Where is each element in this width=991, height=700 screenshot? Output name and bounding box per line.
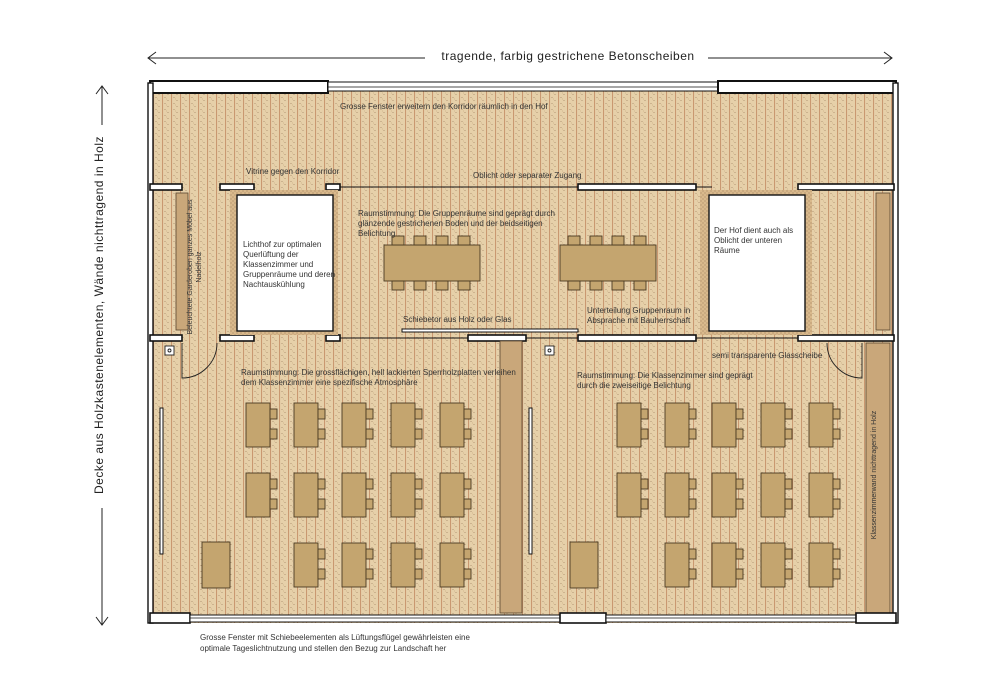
- desk: [202, 542, 230, 588]
- desk: [712, 543, 736, 587]
- desk: [366, 479, 373, 489]
- desk: [318, 429, 325, 439]
- desk: [689, 569, 696, 579]
- showcase-label: Vitrine gegen den Korridor: [246, 167, 340, 176]
- desk: [833, 549, 840, 559]
- desk: [570, 542, 598, 588]
- desk: [736, 409, 743, 419]
- desk: [665, 403, 689, 447]
- desk: [665, 543, 689, 587]
- desk: [833, 499, 840, 509]
- desk: [833, 479, 840, 489]
- ceiling-label: Decke aus Holzkastenelementen, Wände nichttragend in Holz: [94, 125, 104, 505]
- desk: [415, 549, 422, 559]
- desk: [294, 543, 318, 587]
- desk: [761, 403, 785, 447]
- desk: [318, 549, 325, 559]
- top-facade: [150, 81, 896, 93]
- desk: [366, 569, 373, 579]
- desk: [415, 409, 422, 419]
- desk: [342, 543, 366, 587]
- desk: [712, 473, 736, 517]
- desk: [785, 409, 792, 419]
- desk: [464, 479, 471, 489]
- room-mood-right-label: Raumstimmung: Die Klassenzimmer sind geprägt durch die zweiseitige Belichtung: [577, 371, 753, 390]
- desk: [415, 499, 422, 509]
- desk: [318, 569, 325, 579]
- skylight-entry-label: Oblicht oder separater Zugang: [473, 171, 582, 180]
- desk: [833, 429, 840, 439]
- desk: [464, 429, 471, 439]
- desk: [270, 479, 277, 489]
- desk: [809, 543, 833, 587]
- desk: [689, 549, 696, 559]
- desk: [246, 473, 270, 517]
- desk: [833, 409, 840, 419]
- room-mood-left-label: Raumstimmung: Die grossflächigen, hell lackierten Sperrholzplatten verleihen dem Klassenzimmer eine spezifische Atmosphäre: [241, 368, 516, 387]
- corridor-windows-label: Grosse Fenster erweitern den Korridor räumlich in den Hof: [340, 102, 548, 111]
- desk: [270, 409, 277, 419]
- desk: [785, 569, 792, 579]
- desk: [366, 499, 373, 509]
- desk: [415, 479, 422, 489]
- courtyard-right-text: Der Hof dient auch als Oblicht der unteren Räume: [714, 226, 794, 255]
- desk: [294, 473, 318, 517]
- walls-label: tragende, farbig gestrichene Betonscheiben: [428, 51, 708, 61]
- desk: [689, 409, 696, 419]
- desk: [641, 479, 648, 489]
- desk: [415, 569, 422, 579]
- desk: [833, 569, 840, 579]
- desk: [464, 409, 471, 419]
- desk: [246, 403, 270, 447]
- desk: [366, 429, 373, 439]
- cloakroom-label: Beleuchtete Garderoben ganzes Möbel aus Nadelholz: [187, 199, 203, 335]
- courtyard-left-text: Lichthof zur optimalen Querlüftung der Klassenzimmer und Gruppenräume und deren Nachtauskühlung: [243, 240, 336, 289]
- sliding-gate-label: Schiebetor aus Holz oder Glas: [403, 315, 512, 324]
- desk: [270, 429, 277, 439]
- desk: [464, 499, 471, 509]
- right-wall-label: Klassenzimmerwand nichttragend in Holz: [871, 410, 878, 540]
- desk: [617, 473, 641, 517]
- desk: [617, 403, 641, 447]
- left-outer-wall: [148, 83, 153, 623]
- group-mood-label: Raumstimmung: Die Gruppenräume sind geprägt durch glänzende gestrichenen Boden und der beidseitigen Belichtung: [358, 209, 555, 238]
- desk: [785, 479, 792, 489]
- desk: [785, 499, 792, 509]
- desk: [415, 429, 422, 439]
- desk: [391, 543, 415, 587]
- desk: [294, 403, 318, 447]
- desk: [761, 473, 785, 517]
- desk: [761, 543, 785, 587]
- desk: [440, 473, 464, 517]
- desk: [736, 549, 743, 559]
- footer-line-2: optimale Tageslichtnutzung und stellen den Bezug zur Landschaft her: [200, 644, 447, 653]
- desk: [366, 549, 373, 559]
- desk: [440, 403, 464, 447]
- desk: [689, 479, 696, 489]
- desk: [809, 403, 833, 447]
- desk: [440, 543, 464, 587]
- desk: [712, 403, 736, 447]
- desk: [809, 473, 833, 517]
- desk: [689, 429, 696, 439]
- desk: [391, 403, 415, 447]
- desk: [689, 499, 696, 509]
- desk: [464, 569, 471, 579]
- desk: [270, 499, 277, 509]
- desk: [318, 479, 325, 489]
- desk: [736, 479, 743, 489]
- desk: [318, 499, 325, 509]
- desk: [785, 549, 792, 559]
- desk: [736, 569, 743, 579]
- desk: [464, 549, 471, 559]
- right-outer-wall: [893, 83, 898, 623]
- cloakroom-right: [876, 193, 890, 330]
- desk: [641, 499, 648, 509]
- desk: [391, 473, 415, 517]
- desk: [366, 409, 373, 419]
- desk: [665, 473, 689, 517]
- desk: [318, 409, 325, 419]
- footer-line-1: Grosse Fenster mit Schiebeelementen als Lüftungsflügel gewährleisten eine: [200, 633, 470, 642]
- sliding-gate: [402, 329, 578, 332]
- desk: [342, 403, 366, 447]
- desk: [785, 429, 792, 439]
- desk: [641, 409, 648, 419]
- desk: [342, 473, 366, 517]
- group-division-label: Unterteilung Gruppenraum in Absprache mit Bauherrschaft: [587, 306, 691, 325]
- desk: [736, 499, 743, 509]
- desk: [736, 429, 743, 439]
- glass-wall-label: semi transparente Glasscheibe: [712, 351, 823, 360]
- bottom-facade: [150, 613, 896, 623]
- desk: [641, 429, 648, 439]
